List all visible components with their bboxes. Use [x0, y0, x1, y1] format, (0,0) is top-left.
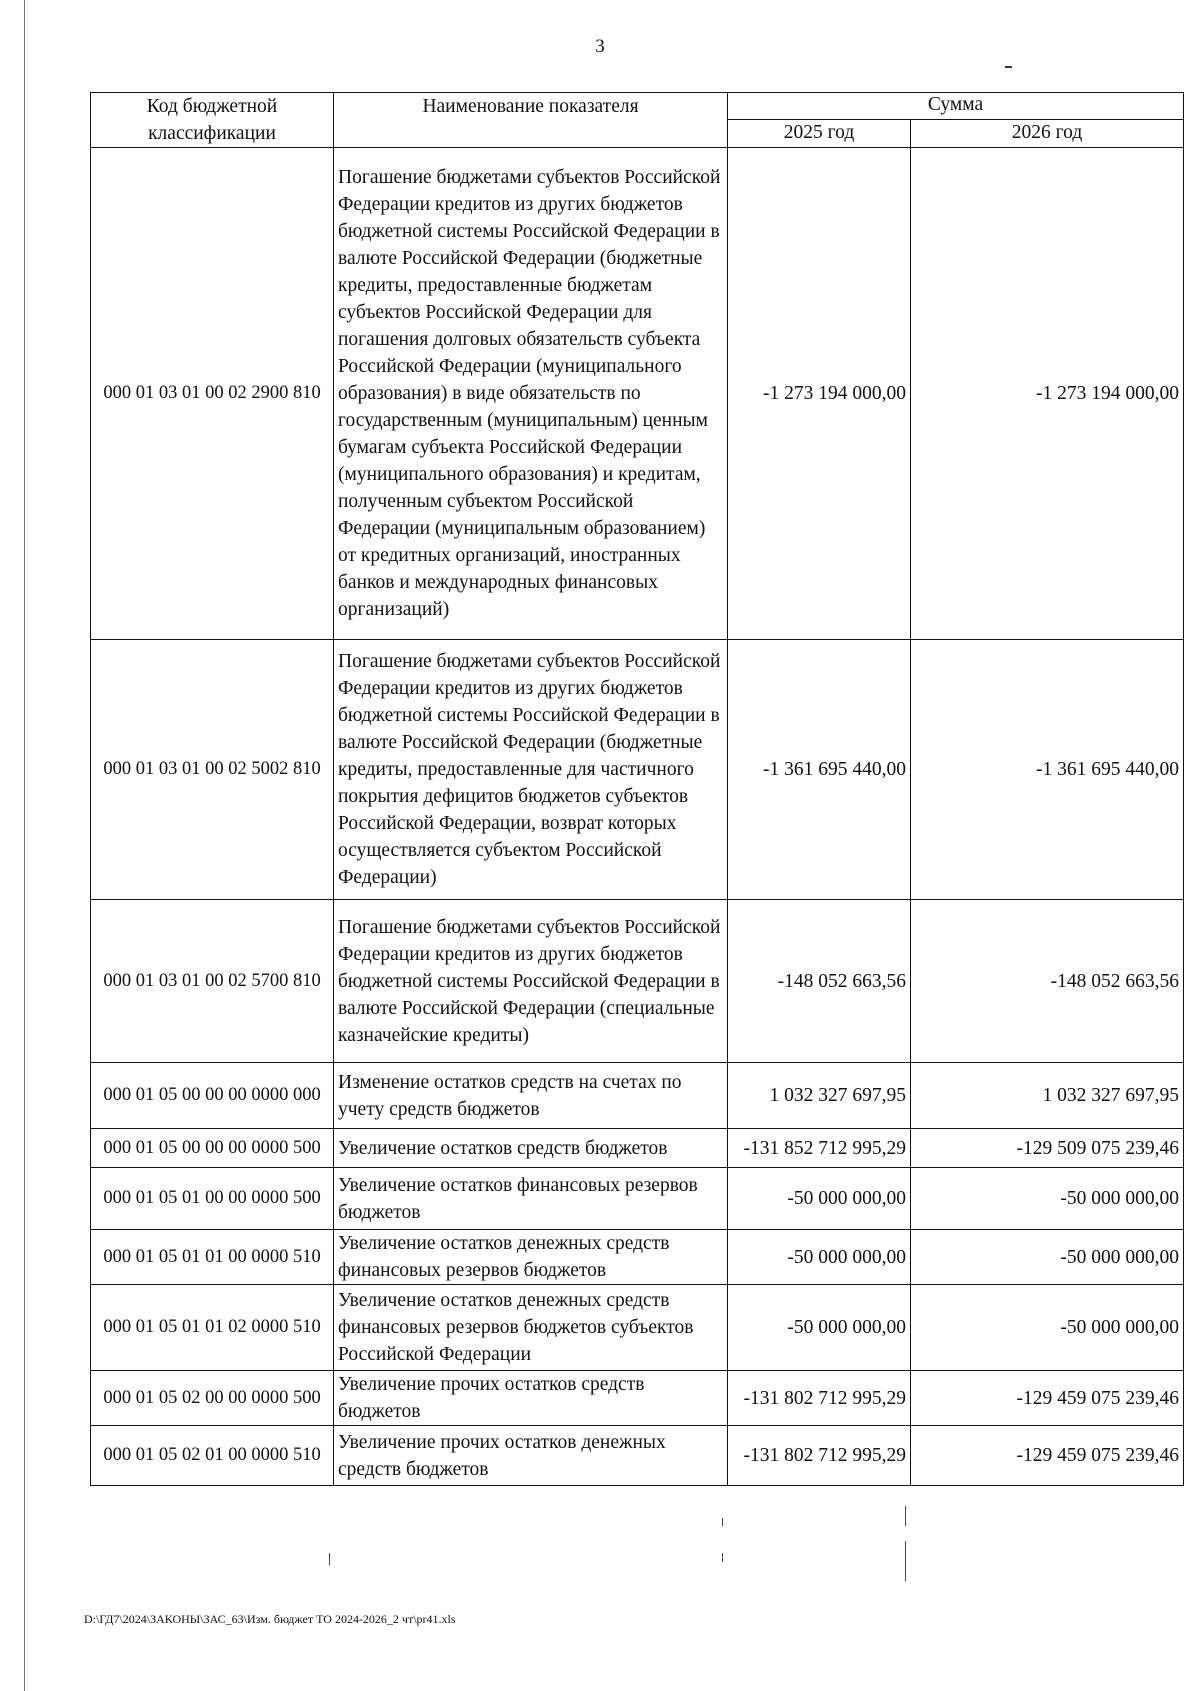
amount-2026-cell: -1 273 194 000,00: [911, 148, 1184, 640]
table-row: [91, 1230, 1184, 1285]
amount-2025-cell: -50 000 000,00: [728, 1285, 911, 1371]
amount-2026-cell: -148 052 663,56: [911, 900, 1184, 1063]
table-row: [91, 1371, 1184, 1426]
code-cell: 000 01 05 00 00 00 0000 500: [91, 1129, 334, 1168]
header-sum: Сумма: [728, 93, 1184, 120]
amount-2025-cell: -1 361 695 440,00: [728, 640, 911, 900]
name-cell: Увеличение остатков денежных средств финансовых резервов бюджетов субъектов Российской Федерации: [334, 1285, 728, 1371]
amount-2025-cell: -1 273 194 000,00: [728, 148, 911, 640]
table-row: [91, 1168, 1184, 1230]
code-cell: 000 01 05 02 00 00 0000 500: [91, 1371, 334, 1426]
amount-2026-cell: 1 032 327 697,95: [911, 1063, 1184, 1129]
code-cell: 000 01 05 01 01 02 0000 510: [91, 1285, 334, 1371]
scan-speck: [1005, 66, 1012, 68]
code-cell: 000 01 05 01 00 00 0000 500: [91, 1168, 334, 1230]
amount-2026-cell: -129 509 075 239,46: [911, 1129, 1184, 1168]
amount-2025-cell: 1 032 327 697,95: [728, 1063, 911, 1129]
amount-2026-cell: -129 459 075 239,46: [911, 1426, 1184, 1486]
table-row: [91, 1063, 1184, 1129]
amount-2025-cell: -148 052 663,56: [728, 900, 911, 1063]
amount-2026-cell: -1 361 695 440,00: [911, 640, 1184, 900]
table-row: [91, 1129, 1184, 1168]
amount-2025-cell: -131 802 712 995,29: [728, 1371, 911, 1426]
name-cell: Увеличение прочих остатков средств бюджетов: [334, 1371, 728, 1426]
table-row: [91, 1426, 1184, 1486]
header-year-2026: 2026 год: [911, 119, 1184, 147]
name-cell: Погашение бюджетами субъектов Российской Федерации кредитов из других бюджетов бюджетной системы Российской Федерации в валюте Российской Федерации (бюджетные кредиты, предоставленные бюджетам субъектов Российской Федерации для погашения долговых обязательств субъекта Российской Федерации (муниципального образования) в виде обязательств по государственным (муниципальным) ценным бумагам субъекта Российской Федерации (муниципального образования) и кредитам, полученным субъектом Российской Федерации (муниципальным образованием) от кредитных организаций, иностранных банков и международных финансовых организаций): [334, 148, 728, 640]
page-margin-line: [24, 0, 25, 1691]
budget-table: [90, 92, 1184, 1486]
scan-mark: [722, 1518, 723, 1526]
name-cell: Увеличение остатков средств бюджетов: [334, 1129, 728, 1168]
scan-mark: [329, 1553, 330, 1565]
code-cell: 000 01 03 01 00 02 5002 810: [91, 640, 334, 900]
scan-mark: [905, 1506, 906, 1526]
code-cell: 000 01 03 01 00 02 2900 810: [91, 148, 334, 640]
table-body: [91, 148, 1184, 1486]
code-cell: 000 01 05 02 01 00 0000 510: [91, 1426, 334, 1486]
amount-2025-cell: -50 000 000,00: [728, 1168, 911, 1230]
code-cell: 000 01 05 00 00 00 0000 000: [91, 1063, 334, 1129]
scan-mark: [722, 1553, 723, 1562]
header-code: Код бюджетной классификации: [91, 93, 334, 148]
table-row: [91, 148, 1184, 640]
header-row-1: [91, 93, 1184, 120]
amount-2026-cell: -50 000 000,00: [911, 1168, 1184, 1230]
amount-2026-cell: -50 000 000,00: [911, 1285, 1184, 1371]
header-year-2025: 2025 год: [728, 119, 911, 147]
name-cell: Увеличение прочих остатков денежных средств бюджетов: [334, 1426, 728, 1486]
code-cell: 000 01 03 01 00 02 5700 810: [91, 900, 334, 1063]
name-cell: Увеличение остатков финансовых резервов бюджетов: [334, 1168, 728, 1230]
amount-2026-cell: -129 459 075 239,46: [911, 1371, 1184, 1426]
name-cell: Увеличение остатков денежных средств финансовых резервов бюджетов: [334, 1230, 728, 1285]
page-number: 3: [595, 36, 605, 57]
table-row: [91, 900, 1184, 1063]
scan-mark: [905, 1541, 906, 1581]
table-row: [91, 640, 1184, 900]
amount-2025-cell: -50 000 000,00: [728, 1230, 911, 1285]
amount-2025-cell: -131 852 712 995,29: [728, 1129, 911, 1168]
amount-2025-cell: -131 802 712 995,29: [728, 1426, 911, 1486]
name-cell: Погашение бюджетами субъектов Российской Федерации кредитов из других бюджетов бюджетной системы Российской Федерации в валюте Российской Федерации (бюджетные кредиты, предоставленные для частичного покрытия дефицитов бюджетов субъектов Российской Федерации, возврат которых осуществляется субъектом Российской Федерации): [334, 640, 728, 900]
code-cell: 000 01 05 01 01 00 0000 510: [91, 1230, 334, 1285]
header-name: Наименование показателя: [334, 93, 728, 148]
table-row: [91, 1285, 1184, 1371]
amount-2026-cell: -50 000 000,00: [911, 1230, 1184, 1285]
name-cell: Погашение бюджетами субъектов Российской Федерации кредитов из других бюджетов бюджетной системы Российской Федерации в валюте Российской Федерации (специальные казначейские кредиты): [334, 900, 728, 1063]
footer-file-path: D:\ГД7\2024\ЗАКОНЫ\ЗАС_63\Изм. бюджет ТО 2024-2026_2 чт\pr41.xls: [84, 1612, 456, 1626]
name-cell: Изменение остатков средств на счетах по учету средств бюджетов: [334, 1063, 728, 1129]
